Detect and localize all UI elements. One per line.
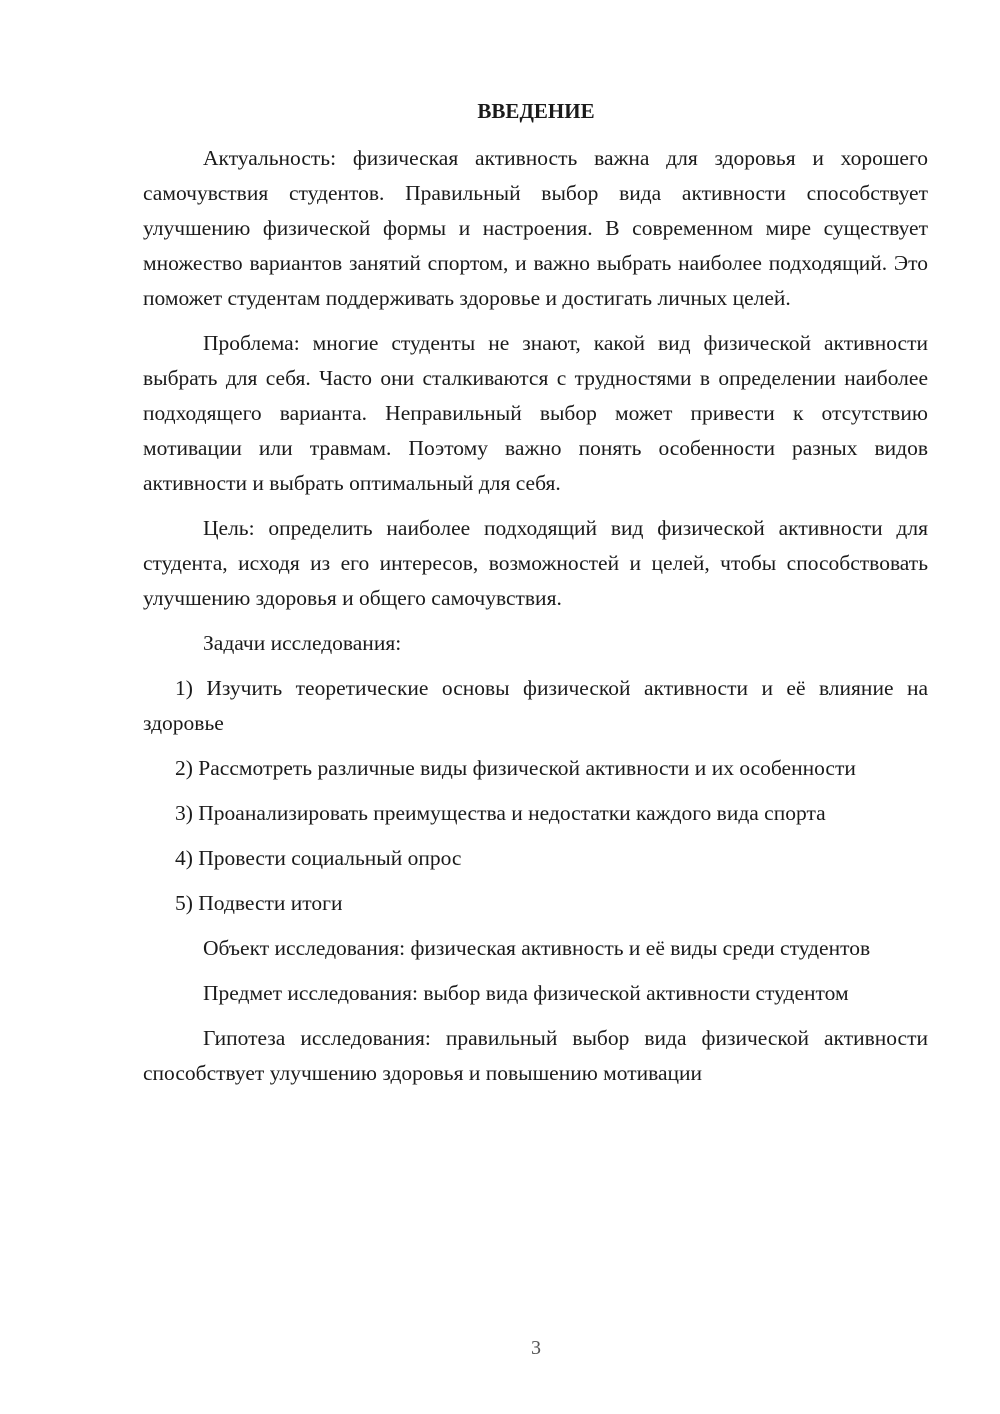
- task-item: 4) Провести социальный опрос: [175, 846, 462, 870]
- document-body: [143, 141, 928, 1091]
- paragraph-tasks-heading: Задачи исследования:: [203, 631, 402, 655]
- paragraph-research-hypothesis: Гипотеза исследования: правильный выбор вида физической активности способствует улучшению здоровья и повышению мотивации: [143, 1026, 928, 1085]
- paragraph-problem: Проблема: многие студенты не знают, какой вид физической активности выбрать для себя. Часто они сталкиваются с трудностями в определении наиболее подходящего варианта. Неправильный выбор может привести к отсутствию мотивации или травмам. Поэтому важно понять особенности разных видов активности и выбрать оптимальный для себя.: [143, 331, 928, 495]
- section-title: ВВЕДЕНИЕ: [477, 99, 595, 123]
- task-item: 1) Изучить теоретические основы физической активности и её влияние на здоровье: [143, 676, 928, 735]
- paragraph-goal: Цель: определить наиболее подходящий вид физической активности для студента, исходя из его интересов, возможностей и целей, чтобы способствовать улучшению здоровья и общего самочувствия.: [143, 516, 928, 610]
- paragraph-research-subject: Предмет исследования: выбор вида физической активности студентом: [203, 981, 849, 1005]
- page-number: 3: [531, 1337, 541, 1359]
- paragraph-relevance: Актуальность: физическая активность важна для здоровья и хорошего самочувствия студентов. Правильный выбор вида активности способствует улучшению физической формы и настроения. В современном мире существует множество вариантов занятий спортом, и важно выбрать наиболее подходящий. Это поможет студентам поддерживать здоровье и достигать личных целей.: [143, 146, 928, 310]
- task-item: 2) Рассмотреть различные виды физической активности и их особенности: [175, 756, 856, 780]
- task-item: 5) Подвести итоги: [175, 891, 343, 915]
- paragraph-research-object: Объект исследования: физическая активность и её виды среди студентов: [203, 936, 871, 960]
- task-item: 3) Проанализировать преимущества и недостатки каждого вида спорта: [175, 801, 826, 825]
